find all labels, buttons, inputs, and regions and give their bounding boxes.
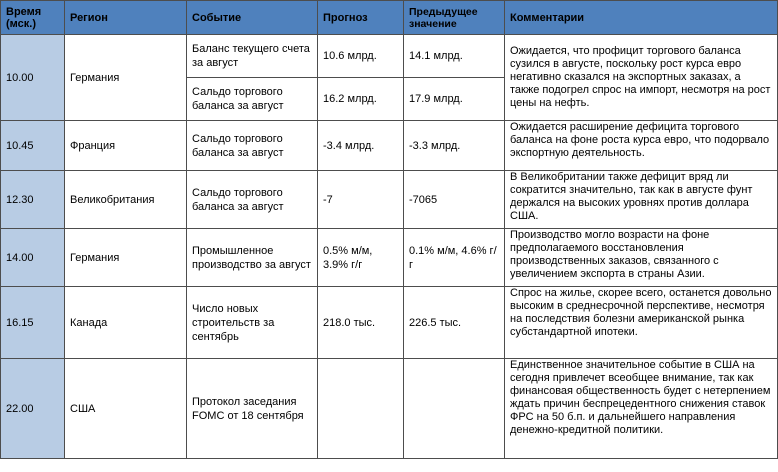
table-row	[1, 171, 778, 229]
event-cell: Сальдо торгового баланса за август	[187, 171, 318, 229]
time-cell: 10.00	[1, 35, 65, 121]
previous-cell: 14.1 млрд.	[404, 35, 505, 78]
region-cell: Великобритания	[65, 171, 187, 229]
previous-cell	[404, 359, 505, 459]
event-cell: Баланс текущего счета за август	[187, 35, 318, 78]
time-cell: 14.00	[1, 229, 65, 287]
previous-cell: -3.3 млрд.	[404, 121, 505, 171]
region-cell: Канада	[65, 287, 187, 359]
previous-cell: -7065	[404, 171, 505, 229]
forecast-cell: -7	[318, 171, 404, 229]
table-row	[1, 229, 778, 287]
event-cell: Сальдо торгового баланса за август	[187, 78, 318, 121]
table-row	[1, 359, 778, 459]
region-cell: Франция	[65, 121, 187, 171]
region-cell: США	[65, 359, 187, 459]
header-region: Регион	[65, 1, 187, 35]
forecast-cell: 218.0 тыс.	[318, 287, 404, 359]
region-cell: Германия	[65, 229, 187, 287]
previous-cell: 17.9 млрд.	[404, 78, 505, 121]
forecast-cell: -3.4 млрд.	[318, 121, 404, 171]
forecast-cell: 10.6 млрд.	[318, 35, 404, 78]
event-cell: Сальдо торгового баланса за август	[187, 121, 318, 171]
event-cell: Число новых строительств за сентябрь	[187, 287, 318, 359]
table-row	[1, 121, 778, 171]
table-row	[1, 35, 778, 78]
region-cell: Германия	[65, 35, 187, 121]
comment-cell: Спрос на жилье, скорее всего, останется довольно высоким в среднесрочной перспективе, несмотря на последствия болезни американской рынка субстандартной ипотеки.	[505, 287, 778, 359]
time-cell: 12.30	[1, 171, 65, 229]
table-header-row	[1, 1, 778, 35]
time-cell: 16.15	[1, 287, 65, 359]
forecast-cell	[318, 359, 404, 459]
event-cell: Промышленное производство за август	[187, 229, 318, 287]
comment-cell: Ожидается, что профицит торгового баланса сузился в августе, поскольку рост курса евро негативно сказался на экспортных заказах, а также подогрел спрос на импорт, несмотря на рост цены на нефть.	[505, 35, 778, 121]
time-cell: 10.45	[1, 121, 65, 171]
table-row	[1, 287, 778, 359]
header-time: Время (мск.)	[1, 1, 65, 35]
header-comments: Комментарии	[505, 1, 778, 35]
comment-cell: Единственное значительное событие в США на сегодня привлечет всеобщее внимание, так как финансовая общественность будет с нетерпением ждать причин беспрецедентного снижения ставок ФРС на 50 б.п. и дальнейшего направления денежно-кредитной политики.	[505, 359, 778, 459]
header-forecast: Прогноз	[318, 1, 404, 35]
comment-cell: В Великобритании также дефицит вряд ли сократится значительно, так как в августе фунт держался на высоких уровнях против доллара США.	[505, 171, 778, 229]
comment-cell: Ожидается расширение дефицита торгового баланса на фоне роста курса евро, что подорвало экспортную деятельность.	[505, 121, 778, 171]
header-event: Событие	[187, 1, 318, 35]
previous-cell: 0.1% м/м, 4.6% г/г	[404, 229, 505, 287]
forecast-cell: 0.5% м/м, 3.9% г/г	[318, 229, 404, 287]
header-previous: Предыдущее значение	[404, 1, 505, 35]
comment-cell: Производство могло возрасти на фоне предполагаемого восстановления производственных заказов, связанного с увеличением экспорта в страны Азии.	[505, 229, 778, 287]
forecast-cell: 16.2 млрд.	[318, 78, 404, 121]
time-cell: 22.00	[1, 359, 65, 459]
previous-cell: 226.5 тыс.	[404, 287, 505, 359]
event-cell: Протокол заседания FOMC от 18 сентября	[187, 359, 318, 459]
